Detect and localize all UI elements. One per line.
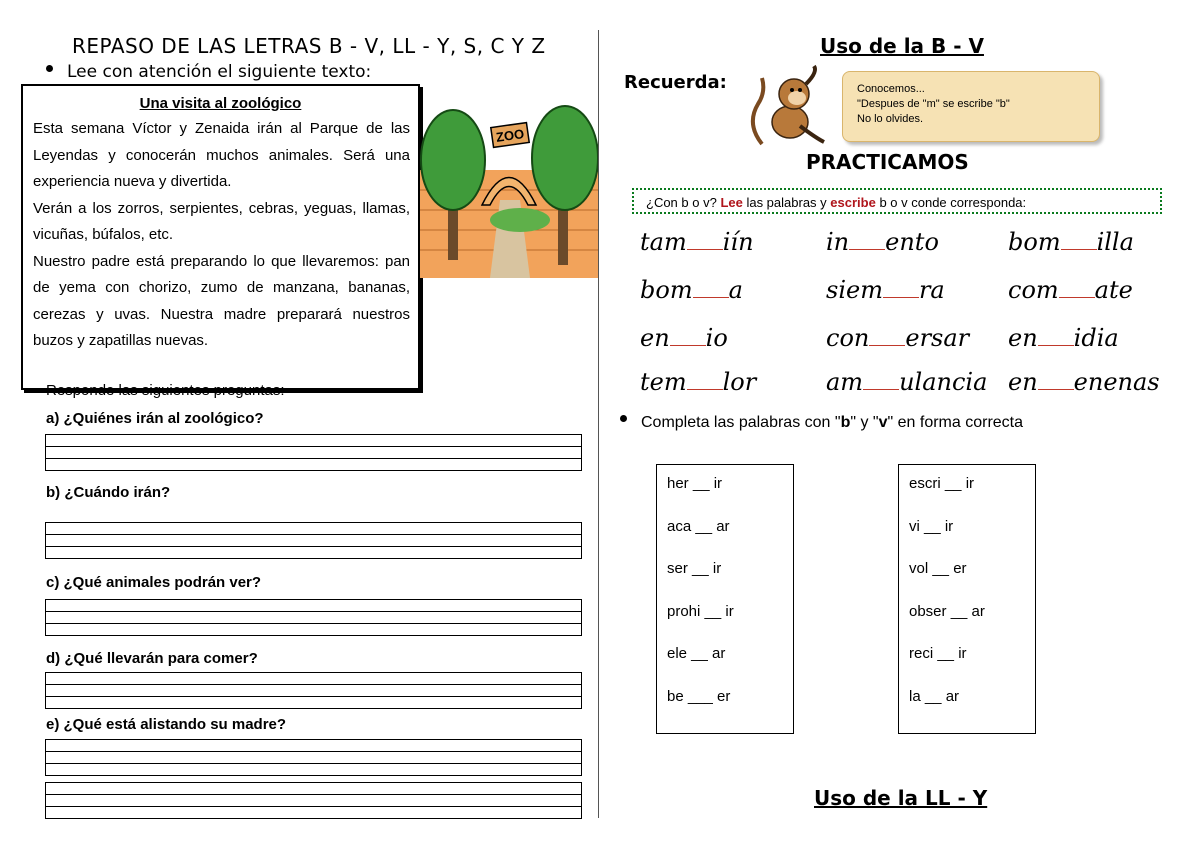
fill-word[interactable]: reci __ ir — [909, 645, 967, 662]
cursive-word[interactable] — [640, 324, 728, 352]
instruction-b: b — [840, 414, 851, 431]
question-d: d) ¿Qué llevarán para comer? — [46, 650, 258, 667]
cursive-word[interactable] — [826, 276, 945, 304]
word-blank[interactable] — [687, 247, 723, 250]
word-suffix: iín — [722, 228, 754, 256]
word-suffix: lor — [722, 368, 757, 396]
word-blank[interactable] — [1038, 343, 1074, 346]
word-prefix: en — [1008, 368, 1038, 396]
word-prefix: com — [1008, 276, 1059, 304]
prompt-text: b o v conde corresponda: — [875, 195, 1027, 210]
fill-word[interactable]: be ___ er — [667, 687, 731, 705]
question-e: e) ¿Qué está alistando su madre? — [46, 716, 287, 733]
prompt-text: las palabras y — [742, 195, 831, 210]
cursive-word[interactable] — [640, 368, 756, 396]
word-suffix: idia — [1073, 324, 1119, 352]
instruction-text: " en forma correcta — [887, 414, 1024, 431]
word-suffix: a — [728, 276, 743, 304]
answer-lines[interactable] — [45, 782, 582, 819]
cursive-word[interactable] — [640, 276, 743, 304]
prompt-lee: Lee — [720, 195, 743, 210]
zoo-sign-text: ZOO — [495, 126, 526, 145]
instruction-text: Completa las palabras con " — [641, 414, 841, 431]
fill-word[interactable]: aca __ ar — [667, 517, 730, 535]
bullet-icon — [46, 65, 53, 72]
cursive-word[interactable] — [640, 228, 754, 256]
cursive-word[interactable] — [1008, 228, 1134, 256]
fill-word[interactable]: ele __ ar — [667, 645, 726, 662]
question-c: c) ¿Qué animales podrán ver? — [46, 574, 262, 591]
answer-lines[interactable] — [45, 599, 582, 636]
word-blank[interactable] — [687, 387, 723, 390]
instruction-v: v — [878, 414, 888, 431]
section-title-b-v: Uso de la B - V — [820, 34, 984, 58]
cursive-word[interactable] — [1008, 368, 1160, 396]
word-suffix: illa — [1096, 228, 1134, 256]
cursive-word[interactable] — [1008, 324, 1119, 352]
reading-paragraph: Nuestro padre está preparando lo que llevaremos: pan de yema con chorizo, zumo de manzana, bananas, cerezas y uvas. Nuestra madre preparará nuestros buzos y zapatillas nuevas. — [33, 252, 410, 349]
word-suffix: ento — [885, 228, 939, 256]
fill-word[interactable]: escri __ ir — [909, 475, 975, 492]
word-suffix: ra — [918, 276, 945, 304]
reminder-note — [842, 71, 1100, 142]
reading-body — [33, 116, 410, 355]
word-list-box-1 — [656, 464, 794, 734]
fill-word[interactable]: obser __ ar — [909, 602, 985, 620]
fill-word[interactable]: la __ ar — [909, 687, 960, 705]
cursive-word[interactable] — [826, 324, 969, 352]
word-prefix: in — [826, 228, 850, 256]
word-blank[interactable] — [670, 343, 706, 346]
word-blank[interactable] — [1038, 387, 1074, 390]
fill-word[interactable]: vi __ ir — [909, 517, 954, 535]
word-prefix: bom — [640, 276, 693, 304]
word-prefix: tem — [640, 368, 687, 396]
practicamos-heading: PRACTICAMOS — [806, 150, 969, 174]
reading-passage-box — [21, 84, 420, 390]
monkey-icon — [744, 64, 834, 146]
fill-word[interactable]: vol __ er — [909, 560, 967, 577]
question-b: b) ¿Cuándo irán? — [46, 484, 171, 501]
word-blank[interactable] — [869, 343, 905, 346]
reading-paragraph: Esta semana Víctor y Zenaida irán al Parque de las Leyendas y conocerán muchos animales. Será una experiencia nueva y divertida. — [33, 120, 410, 190]
reading-instruction — [46, 62, 371, 82]
word-prefix: con — [826, 324, 870, 352]
fill-word[interactable]: her __ ir — [667, 475, 723, 492]
word-blank[interactable] — [863, 387, 899, 390]
word-suffix: ulancia — [899, 368, 988, 396]
note-line: "Despues de "m" se escribe "b" — [857, 98, 1010, 110]
word-prefix: bom — [1008, 228, 1061, 256]
answer-lines[interactable] — [45, 522, 582, 559]
prompt-text: ¿Con b o v? — [646, 195, 721, 210]
worksheet-title: REPASO DE LAS LETRAS B - V, LL - Y, S, C Y Z — [72, 34, 546, 58]
reading-paragraph: Verán a los zorros, serpientes, cebras, yeguas, llamas, vicuñas, búfalos, etc. — [33, 199, 410, 243]
word-blank[interactable] — [1061, 247, 1097, 250]
answer-lines[interactable] — [45, 672, 582, 709]
recuerda-label: Recuerda: — [624, 72, 727, 93]
word-prefix: en — [1008, 324, 1038, 352]
cursive-word[interactable] — [826, 228, 939, 256]
question-a: a) ¿Quiénes irán al zoológico? — [46, 410, 264, 427]
word-blank[interactable] — [693, 295, 729, 298]
word-prefix: am — [826, 368, 864, 396]
prompt-escribe: escribe — [830, 195, 876, 210]
column-divider — [598, 30, 599, 818]
cursive-word[interactable] — [1008, 276, 1133, 304]
instruction-text: " y " — [850, 414, 879, 431]
fill-word[interactable]: ser __ ir — [667, 560, 722, 577]
word-prefix: en — [640, 324, 670, 352]
note-line: Conocemos... — [857, 83, 925, 95]
word-prefix: tam — [640, 228, 687, 256]
word-blank[interactable] — [1059, 295, 1095, 298]
zoo-entrance-illustration — [420, 80, 598, 278]
answer-lines[interactable] — [45, 434, 582, 471]
complete-instruction — [620, 414, 1023, 432]
note-line: No lo olvides. — [857, 113, 924, 125]
fill-word[interactable]: prohi __ ir — [667, 602, 734, 620]
word-blank[interactable] — [883, 295, 919, 298]
b-or-v-prompt — [632, 188, 1162, 214]
cursive-word[interactable] — [826, 368, 987, 396]
bullet-icon — [620, 415, 627, 422]
reading-instruction-text: Lee con atención el siguiente texto: — [67, 62, 372, 82]
word-prefix: siem — [826, 276, 883, 304]
word-suffix: enenas — [1073, 368, 1160, 396]
word-suffix: ersar — [905, 324, 970, 352]
word-suffix: io — [705, 324, 728, 352]
reading-title: Una visita al zoológico — [139, 95, 302, 112]
word-blank[interactable] — [849, 247, 885, 250]
word-suffix: ate — [1094, 276, 1133, 304]
section-title-ll-y: Uso de la LL - Y — [814, 786, 988, 810]
word-list-box-2 — [898, 464, 1036, 734]
answer-lines[interactable] — [45, 739, 582, 776]
questions-intro: Responde las siguientes preguntas: — [46, 382, 285, 399]
